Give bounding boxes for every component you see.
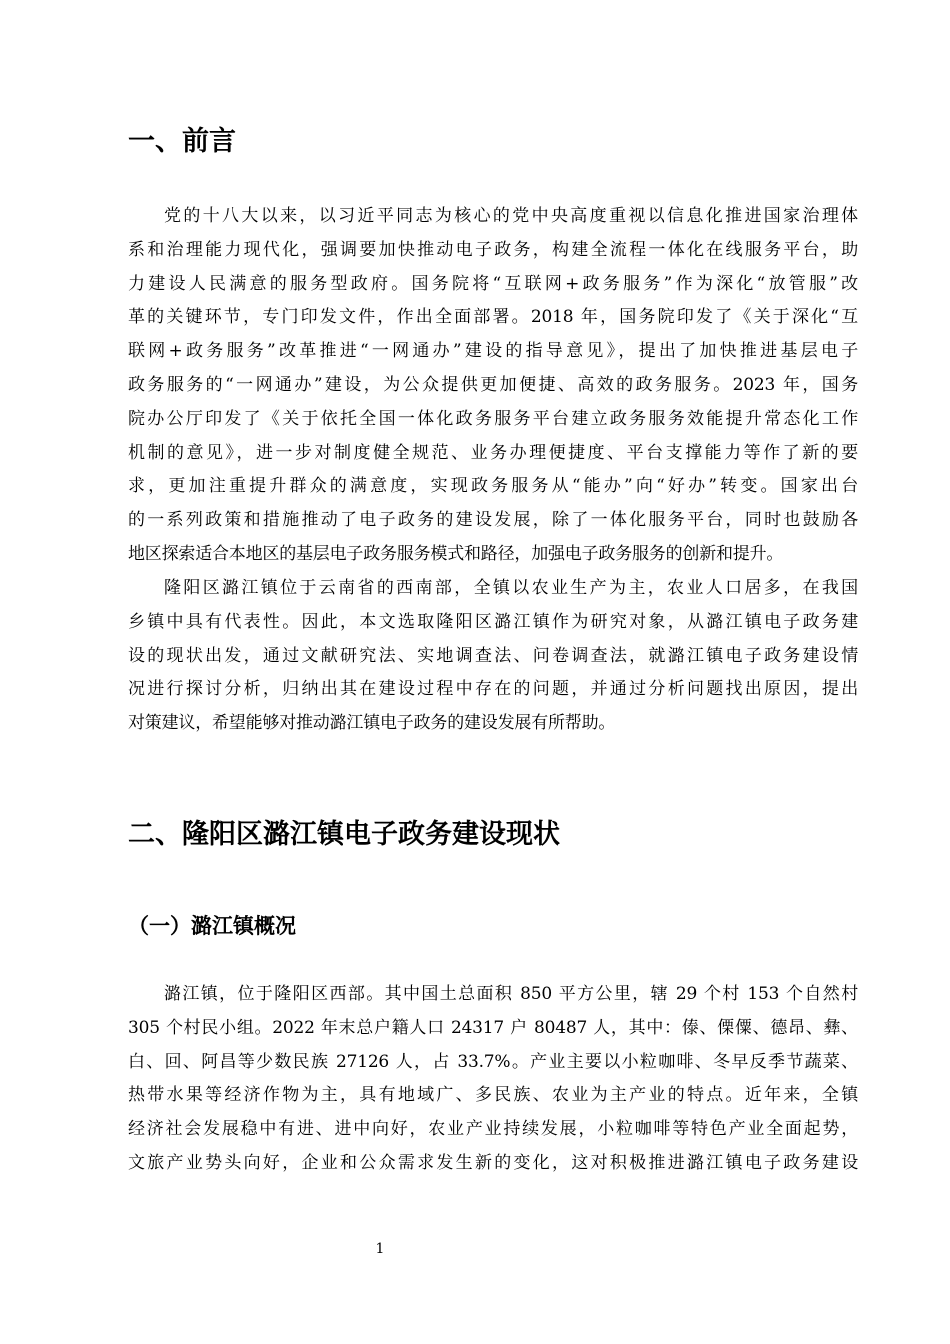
text-line: 设的现状出发，通过文献研究法、实地调查法、问卷调查法，就潞江镇电子政务建设情 (128, 645, 858, 666)
text-line: 力建设人民满意的服务型政府。国务院将“互联网+政务服务”作为深化“放管服”改 (128, 273, 858, 294)
page-number: 1 (375, 1241, 385, 1257)
text-line: 况进行探讨分析，归纳出其在建设过程中存在的问题，并通过分析问题找出原因，提出 (128, 679, 858, 700)
text-line: 潞江镇，位于隆阳区西部。其中国土总面积 850 平方公里，辖 29 个村 153 个自然村 (164, 984, 858, 1004)
text-line: 机制的意见》，进一步对制度健全规范、业务办理便捷度、平台支撑能力等作了新的要 (128, 442, 858, 463)
text-line: 政务服务的“一网通办”建设，为公众提供更加便捷、高效的政务服务。2023 年，国务 (128, 374, 858, 395)
text-line: 白、回、阿昌等少数民族 27126 人，占 33.7%。产业主要以小粒咖啡、冬早反季节蔬菜、 (128, 1051, 858, 1072)
text-line: 院办公厅印发了《关于依托全国一体化政务服务平台建立政务服务效能提升常态化工作 (128, 408, 858, 429)
text-line: 求，更加注重提升群众的满意度，实现政务服务从“能办”向“好办”转变。国家出台 (128, 476, 858, 497)
section-heading-preface: 一、前言 (128, 126, 236, 157)
text-line: 热带水果等经济作物为主，具有地域广、多民族、农业为主产业的特点。近年来，全镇 (128, 1085, 858, 1106)
text-line: 305 个村民小组。2022 年末总户籍人口 24317 户 80487 人，其中：傣、傈僳、德昂、彝、 (128, 1017, 858, 1038)
text-line: 党的十八大以来，以习近平同志为核心的党中央高度重视以信息化推进国家治理体 (164, 206, 858, 226)
subsection-heading-overview: （一）潞江镇概况 (128, 914, 296, 938)
text-line: 文旅产业势头向好，企业和公众需求发生新的变化，这对积极推进潞江镇电子政务建设 (128, 1152, 858, 1173)
text-line: 经济社会发展稳中有进、进中向好，农业产业持续发展，小粒咖啡等特色产业全面起势， (128, 1119, 858, 1140)
text-line: 的一系列政策和措施推动了电子政务的建设发展，除了一体化服务平台，同时也鼓励各 (128, 510, 858, 531)
text-line: 联网+政务服务”改革推进“一网通办”建设的指导意见》，提出了加快推进基层电子 (128, 341, 858, 362)
text-line: 对策建议，希望能够对推动潞江镇电子政务的建设发展有所帮助。 (128, 713, 616, 734)
text-line: 地区探索适合本地区的基层电子政务服务模式和路径，加强电子政务服务的创新和提升。 (128, 543, 784, 564)
preface-paragraph-2 (128, 572, 858, 741)
overview-paragraph (128, 978, 858, 1181)
text-line: 隆阳区潞江镇位于云南省的西南部，全镇以农业生产为主，农业人口居多，在我国 (164, 578, 858, 598)
text-line: 革的关键环节，专门印发文件，作出全面部署。2018 年，国务院印发了《关于深化“互 (128, 307, 858, 328)
text-line: 系和治理能力现代化，强调要加快推动电子政务，构建全流程一体化在线服务平台，助 (128, 239, 858, 260)
text-line: 乡镇中具有代表性。因此，本文选取隆阳区潞江镇作为研究对象，从潞江镇电子政务建 (128, 611, 858, 632)
section-heading-current-status: 二、隆阳区潞江镇电子政务建设现状 (128, 819, 560, 850)
preface-paragraph-1 (128, 200, 858, 572)
